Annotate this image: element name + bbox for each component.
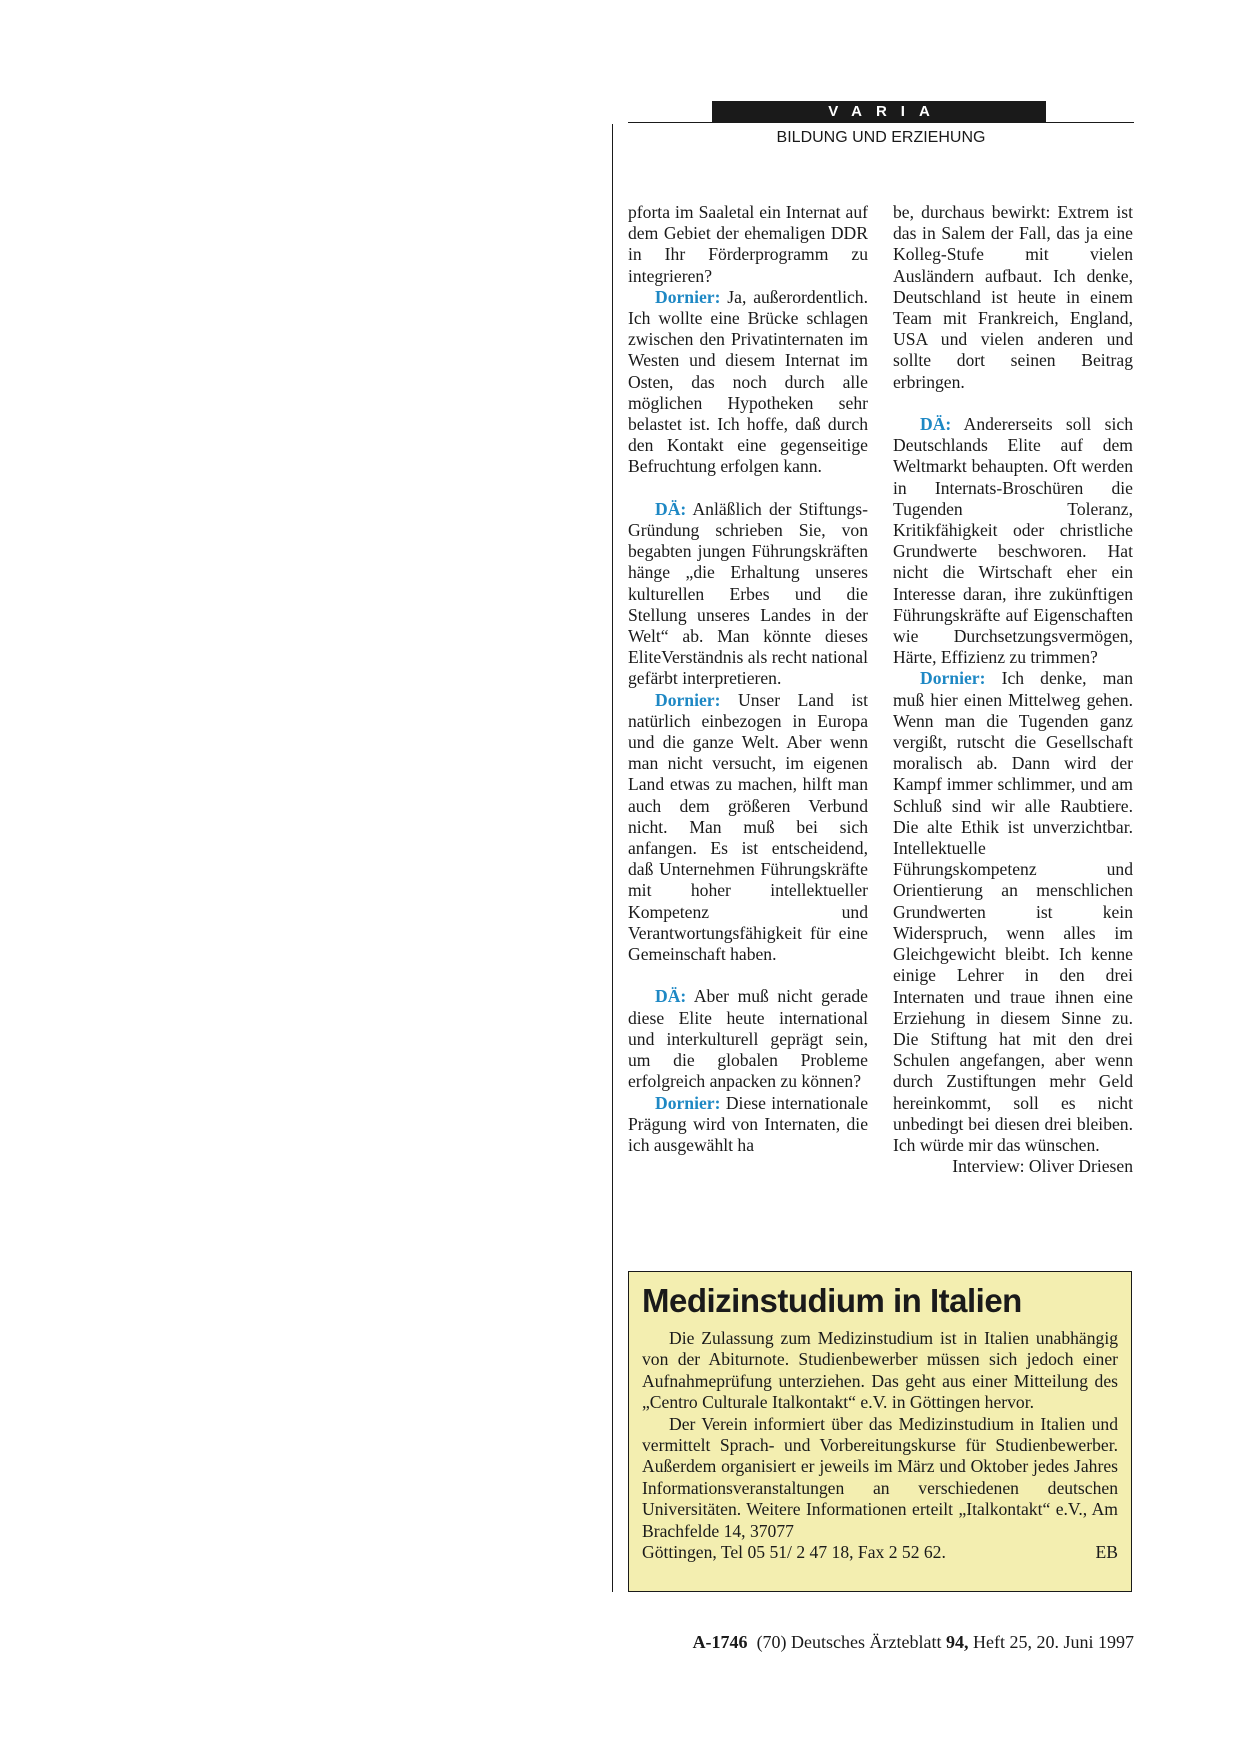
- paragraph: Dornier: Ja, außerordentlich. Ich wollte eine Brücke schlagen zwischen den Privatinternaten im Westen und diesem Internat im Osten, das noch durch alle möglichen Hypotheken sehr belastet ist. Ich hoffe, daß durch den Kontakt eine gegenseitige Befruchtung erfolgen kann.: [628, 286, 868, 477]
- page-number-journal: (70) Deutsches Ärzteblatt: [756, 1632, 942, 1652]
- paragraph: DÄ: Anläßlich der Stiftungs-Gründung schrieben Sie, von begabten jungen Führungskräften hänge „die Erhaltung unseres kulturellen Erbes und die Stellung unseres Landes in der Welt“ ab. Man könnte dieses EliteVerständnis als recht national gefärbt interpretieren.: [628, 498, 868, 689]
- volume-number: 94,: [946, 1632, 969, 1652]
- info-box-last-line: [642, 1542, 1118, 1563]
- paragraph: DÄ: Andererseits soll sich Deutschlands Elite auf dem Weltmarkt behaupten. Oft werden in Internats-Broschüren die Tugenden Toleranz, Kritikfähigkeit oder christliche Grundwerte beschworen. Hat nicht die Wirtschaft eher ein Interesse daran, ihre zukünftigen Führungskräfte auf Eigenschaften wie Durchsetzungsvermögen, Härte, Effizienz zu trimmen?: [893, 414, 1133, 668]
- speaker-label: DÄ:: [655, 986, 687, 1007]
- info-box: [628, 1271, 1132, 1592]
- info-box-paragraph: Die Zulassung zum Medizinstudium ist in Italien unabhängig von der Abiturnote. Studienbewerber müssen sich jedoch einer Aufnahmeprüfung unterziehen. Das geht aus einer Mitteilung des „Centro Culturale Italkontakt“ e.V. in Göttingen hervor.: [642, 1328, 1118, 1413]
- speaker-label: DÄ:: [920, 414, 952, 435]
- speaker-label: Dornier:: [655, 1092, 721, 1113]
- info-box-paragraph: Der Verein informiert über das Medizinstudium in Italien und vermittelt Sprach- und Vorbereitungskurse für Studienbewerber. Außerdem organisiert er jeweils im März und Oktober jedes Jahres Informationsveranstaltungen an verschiedenen deutschen Universitäten. Weitere Informationen erteilt „Italkontakt“ e.V., Am Brachfelde 14, 37077: [642, 1413, 1118, 1541]
- info-box-signature: EB: [1095, 1542, 1118, 1563]
- section-subtitle: BILDUNG UND ERZIEHUNG: [776, 129, 986, 146]
- column-divider-line: [612, 124, 613, 1592]
- page-code: A-1746: [692, 1632, 748, 1652]
- article-column-left: [628, 202, 868, 1156]
- paragraph: Dornier: Unser Land ist natürlich einbezogen in Europa und die ganze Welt. Aber wenn man nicht versucht, im eigenen Land etwas zu machen, hilft man auch dem größeren Verbund nicht. Man muß bei sich anfangen. Es ist entscheidend, daß Unternehmen Führungskräfte mit hoher intellektueller Kompetenz und Verantwortungsfähigkeit für eine Gemeinschaft haben.: [628, 689, 868, 965]
- section-header-bar: VARIA: [712, 101, 1046, 122]
- speaker-label: Dornier:: [920, 668, 986, 689]
- interview-credit: Interview: Oliver Driesen: [952, 1156, 1133, 1177]
- speaker-label: DÄ:: [655, 498, 687, 519]
- paragraph: DÄ: Aber muß nicht gerade diese Elite heute international und interkulturell geprägt sein, um die globalen Probleme erfolgreich anpacken zu können?: [628, 986, 868, 1092]
- info-box-contact: Göttingen, Tel 05 51/ 2 47 18, Fax 2 52 62.: [642, 1542, 946, 1563]
- page-footer: [628, 1632, 1134, 1653]
- issue-date: Heft 25, 20. Juni 1997: [973, 1632, 1134, 1652]
- paragraph: Dornier: Diese internationale Prägung wird von Internaten, die ich ausgewählt ha: [628, 1092, 868, 1155]
- info-box-title: Medizinstudium in Italien: [642, 1282, 1022, 1319]
- paragraph: Dornier: Ich denke, man muß hier einen Mittelweg gehen. Wenn man die Tugenden ganz vergißt, rutscht die Gesellschaft moralisch ab. Dann wird der Kampf immer schlimmer, und am Schluß sind wir alle Raubtiere. Die alte Ethik ist unverzichtbar. Intellektuelle Führungskompetenz und Orientierung an menschlichen Grundwerten ist kein Widerspruch, wenn alles im Gleichgewicht bleibt. Ich kenne einige Lehrer in den drei Internaten und traue ihnen eine Erziehung in diesem Sinne zu. Die Stiftung hat mit den drei Schulen angefangen, aber wenn durch Zustiftungen mehr Geld hereinkommt, soll es nicht unbedingt bei diesen drei bleiben. Ich würde mir das wünschen.: [893, 668, 1133, 1155]
- paragraph: pforta im Saaletal ein Internat auf dem Gebiet der ehemaligen DDR in Ihr Förderprogramm zu integrieren?: [628, 202, 868, 286]
- speaker-label: Dornier:: [655, 689, 721, 710]
- speaker-label: Dornier:: [655, 286, 721, 307]
- paragraph: be, durchaus bewirkt: Extrem ist das in Salem der Fall, das ja eine Kolleg-Stufe mit vielen Ausländern aufbaut. Ich denke, Deutschland ist heute in einem Team mit Frankreich, England, USA und vielen anderen und sollte dort seinen Beitrag erbringen.: [893, 202, 1133, 392]
- header-rule: [628, 122, 1134, 123]
- article-column-right: [893, 202, 1133, 1177]
